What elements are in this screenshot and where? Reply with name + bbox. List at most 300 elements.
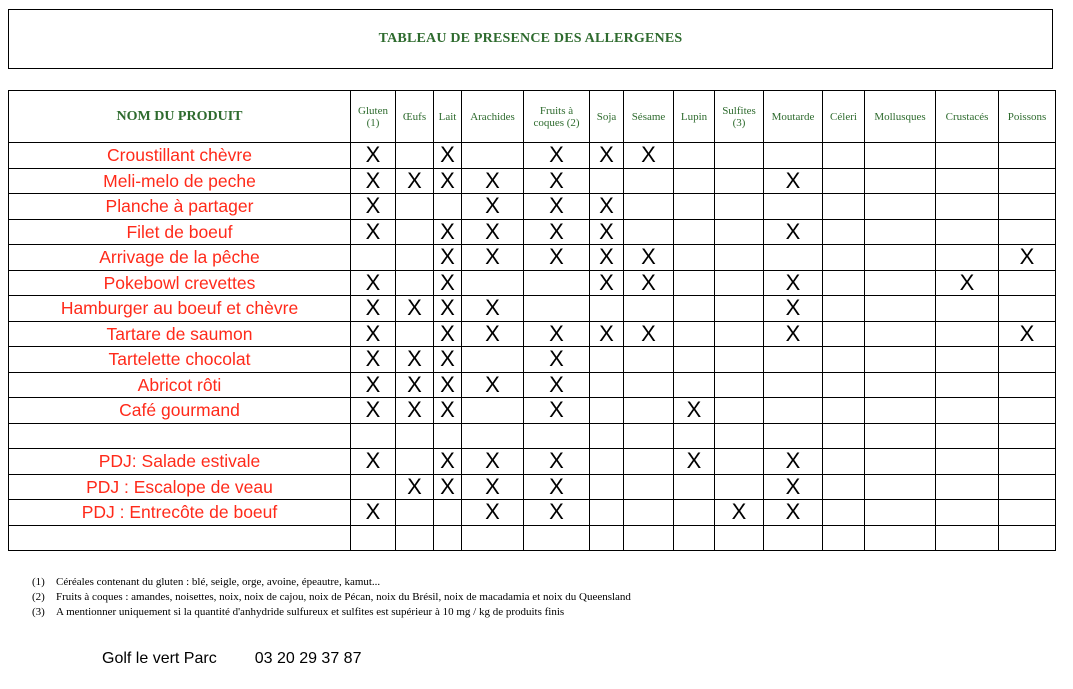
column-header-label: Arachides (470, 110, 515, 123)
allergen-cell: X (764, 500, 823, 526)
product-name: Arrivage de la pêche (9, 245, 351, 271)
product-name (9, 423, 351, 449)
allergen-cell (865, 194, 936, 220)
allergen-cell: X (936, 270, 999, 296)
allergen-cell (936, 168, 999, 194)
allergen-cell (396, 525, 434, 551)
allergen-cell (674, 270, 715, 296)
allergen-cell: X (396, 372, 434, 398)
allergen-cell (936, 398, 999, 424)
column-header-label: Sésame (631, 110, 666, 123)
column-header (351, 91, 396, 143)
allergen-cell (936, 372, 999, 398)
allergen-cell: X (351, 321, 396, 347)
product-name: Café gourmand (9, 398, 351, 424)
allergen-cell (936, 245, 999, 271)
allergen-cell (823, 270, 865, 296)
allergen-cell (462, 270, 524, 296)
allergen-cell: X (396, 398, 434, 424)
allergen-cell: X (524, 168, 590, 194)
allergen-cell: X (462, 500, 524, 526)
allergen-cell: X (999, 245, 1056, 271)
allergen-cell (396, 500, 434, 526)
allergen-cell (715, 168, 764, 194)
allergen-cell: X (351, 398, 396, 424)
allergen-cell: X (764, 270, 823, 296)
allergen-cell: X (434, 321, 462, 347)
allergen-cell (590, 525, 624, 551)
allergen-cell: X (764, 219, 823, 245)
allergen-cell (936, 194, 999, 220)
allergen-cell (715, 449, 764, 475)
allergen-cell (674, 525, 715, 551)
allergen-cell: X (524, 372, 590, 398)
allergen-cell (715, 321, 764, 347)
allergen-cell (624, 449, 674, 475)
footnote (32, 590, 631, 605)
allergen-cell (624, 500, 674, 526)
allergen-cell (590, 500, 624, 526)
allergen-cell: X (462, 372, 524, 398)
allergen-cell (590, 398, 624, 424)
column-header-label: Lait (438, 110, 457, 123)
allergen-cell (936, 500, 999, 526)
allergen-cell: X (590, 321, 624, 347)
column-header (823, 91, 865, 143)
column-header (624, 91, 674, 143)
allergen-cell: X (434, 219, 462, 245)
allergen-cell (764, 398, 823, 424)
allergen-cell: X (351, 219, 396, 245)
allergen-cell: X (434, 245, 462, 271)
allergen-cell (715, 474, 764, 500)
allergen-cell: X (434, 398, 462, 424)
allergen-cell (999, 219, 1056, 245)
allergen-cell (764, 194, 823, 220)
allergen-cell (865, 449, 936, 475)
table-row (9, 525, 1056, 551)
footnote-text: A mentionner uniquement si la quantité d'anhydride sulfureux et sulfites est supérieur à 10 mg / kg de produits finis (56, 606, 565, 618)
allergen-cell (624, 474, 674, 500)
allergen-cell (715, 270, 764, 296)
allergen-cell (674, 474, 715, 500)
table-row (9, 219, 1056, 245)
column-header-label: Moutarde (771, 110, 815, 123)
allergen-cell: X (462, 168, 524, 194)
allergen-cell: X (396, 347, 434, 373)
allergen-cell: X (462, 321, 524, 347)
allergen-cell: X (351, 270, 396, 296)
product-name: Tartare de saumon (9, 321, 351, 347)
allergen-cell (674, 500, 715, 526)
allergen-cell (865, 296, 936, 322)
allergen-cell (936, 347, 999, 373)
allergen-cell (823, 423, 865, 449)
allergen-cell (351, 245, 396, 271)
product-name: Croustillant chèvre (9, 143, 351, 169)
allergen-cell (674, 143, 715, 169)
allergen-cell (590, 372, 624, 398)
allergen-cell: X (434, 372, 462, 398)
product-name: Meli-melo de peche (9, 168, 351, 194)
allergen-cell (999, 423, 1056, 449)
allergen-cell: X (715, 500, 764, 526)
footnote-number: (3) (32, 606, 45, 618)
allergen-cell: X (524, 449, 590, 475)
footnote-text: Fruits à coques : amandes, noisettes, noix, noix de cajou, noix de Pécan, noix du Brésil, noix de macadamia et noix du Queensland (56, 591, 631, 603)
allergen-cell (524, 525, 590, 551)
allergen-cell (624, 525, 674, 551)
allergen-cell (999, 474, 1056, 500)
allergen-cell (823, 525, 865, 551)
allergen-cell (351, 474, 396, 500)
allergen-cell: X (434, 474, 462, 500)
allergen-cell: X (351, 372, 396, 398)
table-row (9, 372, 1056, 398)
column-header-label: Soja (596, 110, 617, 123)
allergen-cell (764, 143, 823, 169)
allergen-cell (764, 245, 823, 271)
column-header-sublabel: coques (2) (533, 116, 580, 129)
allergen-cell (624, 296, 674, 322)
allergen-cell (936, 296, 999, 322)
allergen-cell (715, 245, 764, 271)
allergen-cell (999, 168, 1056, 194)
allergen-cell (999, 372, 1056, 398)
allergen-cell (936, 219, 999, 245)
column-header (936, 91, 999, 143)
allergen-cell: X (624, 143, 674, 169)
allergen-cell (936, 449, 999, 475)
allergen-table (8, 90, 1056, 551)
allergen-cell (999, 500, 1056, 526)
footnote-text: Céréales contenant du gluten : blé, seigle, orge, avoine, épeautre, kamut... (56, 576, 381, 588)
table-row (9, 500, 1056, 526)
column-header (524, 91, 590, 143)
allergen-cell (764, 423, 823, 449)
allergen-cell (715, 296, 764, 322)
allergen-cell (715, 347, 764, 373)
allergen-cell (434, 525, 462, 551)
column-header-sublabel: (1) (366, 116, 380, 129)
allergen-cell: X (590, 270, 624, 296)
column-header-sublabel: (3) (732, 116, 746, 129)
allergen-cell (715, 423, 764, 449)
allergen-cell (396, 219, 434, 245)
allergen-cell (823, 372, 865, 398)
allergen-cell (624, 194, 674, 220)
allergen-cell: X (462, 449, 524, 475)
allergen-cell (865, 143, 936, 169)
table-body (9, 143, 1056, 551)
allergen-cell (764, 525, 823, 551)
allergen-cell (865, 372, 936, 398)
footnote-number: (2) (32, 591, 45, 603)
allergen-cell (462, 423, 524, 449)
allergen-cell (865, 321, 936, 347)
allergen-cell (462, 143, 524, 169)
allergen-cell: X (590, 194, 624, 220)
allergen-cell (999, 143, 1056, 169)
allergen-cell: X (524, 143, 590, 169)
allergen-cell: X (396, 296, 434, 322)
product-name: PDJ : Escalope de veau (9, 474, 351, 500)
allergen-cell (590, 347, 624, 373)
allergen-cell (715, 525, 764, 551)
column-header (396, 91, 434, 143)
allergen-cell (715, 219, 764, 245)
allergen-cell: X (524, 245, 590, 271)
allergen-cell: X (524, 321, 590, 347)
allergen-cell: X (462, 245, 524, 271)
footnote (32, 605, 631, 620)
allergen-cell (624, 347, 674, 373)
footnote (32, 575, 631, 590)
allergen-cell (524, 423, 590, 449)
allergen-cell: X (624, 321, 674, 347)
column-header-label: Fruits à (539, 104, 574, 117)
allergen-cell: X (590, 219, 624, 245)
allergen-cell: X (462, 194, 524, 220)
allergen-cell (590, 168, 624, 194)
allergen-cell (865, 219, 936, 245)
allergen-cell (865, 347, 936, 373)
allergen-cell (396, 321, 434, 347)
allergen-cell (823, 194, 865, 220)
column-header (674, 91, 715, 143)
allergen-cell: X (764, 474, 823, 500)
allergen-cell: X (351, 143, 396, 169)
allergen-cell: X (764, 296, 823, 322)
product-name: Tartelette chocolat (9, 347, 351, 373)
allergen-cell (624, 398, 674, 424)
allergen-cell (624, 219, 674, 245)
table-row (9, 168, 1056, 194)
table-row (9, 347, 1056, 373)
allergen-cell (462, 398, 524, 424)
allergen-cell: X (351, 194, 396, 220)
allergen-cell: X (624, 270, 674, 296)
allergen-cell (764, 372, 823, 398)
allergen-cell (462, 347, 524, 373)
allergen-cell (999, 449, 1056, 475)
allergen-cell (999, 270, 1056, 296)
allergen-cell: X (999, 321, 1056, 347)
footer (102, 650, 361, 668)
allergen-cell: X (590, 143, 624, 169)
allergen-cell: X (674, 449, 715, 475)
allergen-cell (351, 525, 396, 551)
allergen-cell: X (764, 168, 823, 194)
table-row (9, 449, 1056, 475)
allergen-cell: X (396, 474, 434, 500)
allergen-cell (823, 347, 865, 373)
allergen-cell (999, 347, 1056, 373)
table-row (9, 398, 1056, 424)
allergen-cell (715, 372, 764, 398)
allergen-cell (590, 296, 624, 322)
column-header-label: Lupin (680, 110, 708, 123)
allergen-cell (396, 245, 434, 271)
allergen-cell (865, 500, 936, 526)
table-row (9, 474, 1056, 500)
column-header (590, 91, 624, 143)
allergen-cell (936, 423, 999, 449)
allergen-cell (865, 270, 936, 296)
product-name: Planche à partager (9, 194, 351, 220)
allergen-cell: X (590, 245, 624, 271)
column-header (434, 91, 462, 143)
allergen-cell (865, 398, 936, 424)
allergen-cell (865, 423, 936, 449)
allergen-cell: X (434, 143, 462, 169)
allergen-cell (590, 474, 624, 500)
allergen-cell (999, 398, 1056, 424)
allergen-cell (715, 143, 764, 169)
allergen-cell: X (524, 194, 590, 220)
allergen-cell (524, 270, 590, 296)
footnote-number: (1) (32, 576, 45, 588)
allergen-cell (624, 168, 674, 194)
product-name: Pokebowl crevettes (9, 270, 351, 296)
allergen-cell (936, 143, 999, 169)
allergen-cell: X (524, 398, 590, 424)
allergen-cell (823, 296, 865, 322)
title-box (8, 9, 1053, 69)
allergen-cell (823, 474, 865, 500)
column-header (999, 91, 1056, 143)
allergen-cell (674, 296, 715, 322)
allergen-cell (823, 500, 865, 526)
allergen-cell (590, 449, 624, 475)
allergen-cell (715, 398, 764, 424)
allergen-cell (823, 219, 865, 245)
allergen-cell (396, 423, 434, 449)
allergen-cell (351, 423, 396, 449)
allergen-cell: X (434, 168, 462, 194)
allergen-cell: X (351, 347, 396, 373)
allergen-cell (823, 168, 865, 194)
column-header-label: Céleri (830, 110, 857, 123)
allergen-cell (936, 474, 999, 500)
allergen-cell: X (396, 168, 434, 194)
allergen-cell (434, 500, 462, 526)
allergen-cell: X (764, 449, 823, 475)
table-row (9, 321, 1056, 347)
allergen-cell: X (524, 500, 590, 526)
allergen-cell: X (524, 474, 590, 500)
allergen-cell (823, 143, 865, 169)
column-header (462, 91, 524, 143)
venue-name: Golf le vert Parc (102, 650, 217, 667)
product-name: Hamburger au boeuf et chèvre (9, 296, 351, 322)
allergen-cell (674, 372, 715, 398)
page-title: TABLEAU DE PRESENCE DES ALLERGENES (378, 31, 683, 46)
allergen-cell: X (764, 321, 823, 347)
column-header-label: Mollusques (874, 110, 926, 123)
product-name-header: NOM DU PRODUIT (9, 91, 351, 143)
allergen-cell (624, 372, 674, 398)
allergen-cell (936, 525, 999, 551)
allergen-cell (434, 194, 462, 220)
allergen-cell (823, 245, 865, 271)
allergen-cell (823, 449, 865, 475)
product-name: Abricot rôti (9, 372, 351, 398)
phone-number: 03 20 29 37 87 (254, 650, 362, 667)
allergen-cell (936, 321, 999, 347)
allergen-cell: X (351, 168, 396, 194)
column-header (865, 91, 936, 143)
column-header (764, 91, 823, 143)
table-row (9, 296, 1056, 322)
allergen-cell: X (462, 474, 524, 500)
allergen-cell (715, 194, 764, 220)
column-header-label: Œufs (402, 110, 427, 123)
product-name (9, 525, 351, 551)
allergen-cell (396, 194, 434, 220)
allergen-cell (674, 423, 715, 449)
allergen-cell: X (434, 449, 462, 475)
column-header-label: Poissons (1007, 110, 1047, 123)
allergen-cell (624, 423, 674, 449)
allergen-cell: X (434, 347, 462, 373)
allergen-cell: X (624, 245, 674, 271)
table-row (9, 423, 1056, 449)
allergen-cell: X (674, 398, 715, 424)
allergen-cell (865, 168, 936, 194)
allergen-cell: X (462, 296, 524, 322)
allergen-cell: X (351, 500, 396, 526)
allergen-cell (396, 449, 434, 475)
product-name: PDJ : Entrecôte de boeuf (9, 500, 351, 526)
allergen-cell: X (351, 296, 396, 322)
allergen-cell (524, 296, 590, 322)
allergen-cell (865, 474, 936, 500)
allergen-cell (674, 168, 715, 194)
column-header (715, 91, 764, 143)
allergen-cell: X (524, 347, 590, 373)
table-row (9, 143, 1056, 169)
allergen-cell (396, 270, 434, 296)
allergen-cell: X (524, 219, 590, 245)
table-row (9, 245, 1056, 271)
allergen-cell (865, 525, 936, 551)
allergen-cell (823, 321, 865, 347)
allergen-cell (999, 296, 1056, 322)
header-row (9, 91, 1056, 143)
allergen-cell (590, 423, 624, 449)
table-row (9, 194, 1056, 220)
allergen-cell: X (434, 270, 462, 296)
product-name: PDJ: Salade estivale (9, 449, 351, 475)
allergen-cell: X (434, 296, 462, 322)
allergen-cell (865, 245, 936, 271)
allergen-cell (674, 194, 715, 220)
column-header-label: Crustacés (945, 110, 989, 123)
allergen-cell (674, 321, 715, 347)
allergen-cell (999, 194, 1056, 220)
allergen-cell: X (351, 449, 396, 475)
allergen-cell (999, 525, 1056, 551)
allergen-cell (823, 398, 865, 424)
allergen-cell (674, 347, 715, 373)
allergen-cell (462, 525, 524, 551)
column-header-label: Sulfites (722, 104, 756, 117)
allergen-cell (674, 219, 715, 245)
table-row (9, 270, 1056, 296)
allergen-cell (674, 245, 715, 271)
allergen-cell (396, 143, 434, 169)
